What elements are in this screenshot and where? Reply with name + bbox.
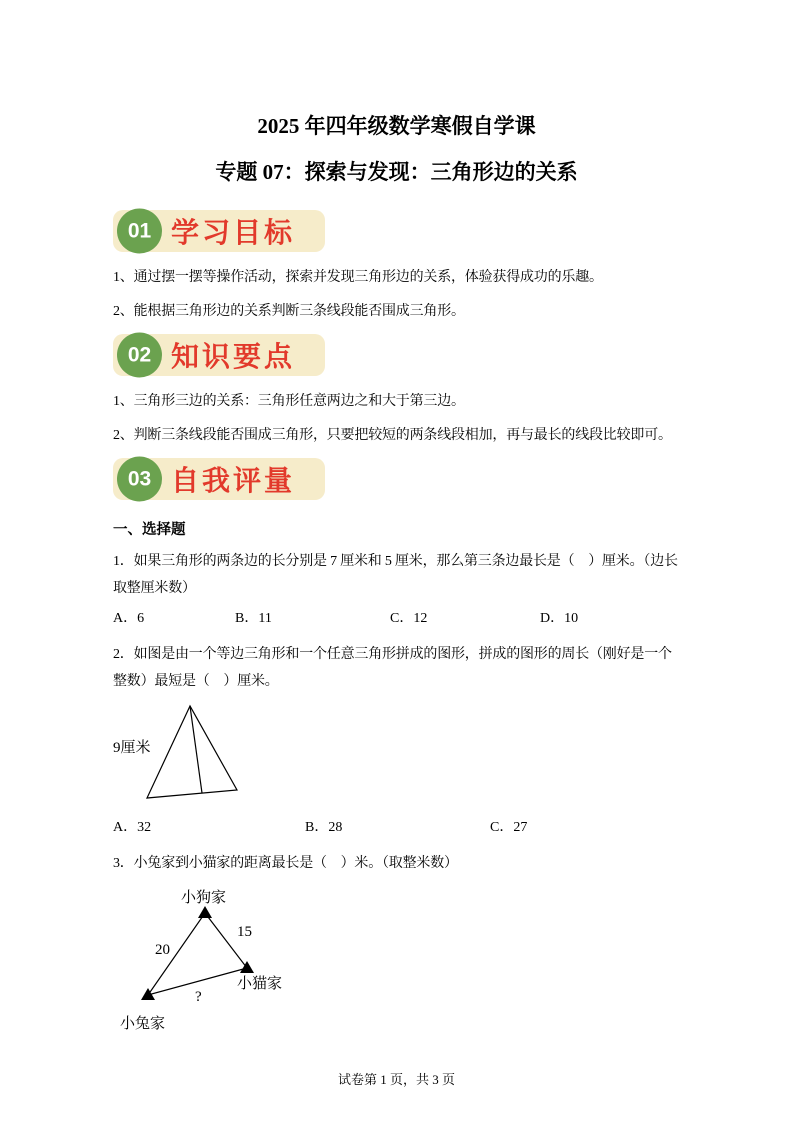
- section-badge-self-assessment: [113, 458, 325, 500]
- q2-side-length-label: 9厘米: [113, 740, 151, 756]
- question-3-text: 3．小兔家到小猫家的距离最长是（ ）米。（取整米数）: [113, 856, 458, 871]
- section-number-icon: 02: [117, 333, 162, 378]
- learning-goal-item: 1、通过摆一摆等操作活动，探索并发现三角形边的关系，体验获得成功的乐趣。: [113, 270, 603, 285]
- section-number-icon: 03: [117, 457, 162, 502]
- section-badge-knowledge-points: [113, 334, 325, 376]
- section-label: 知识要点: [171, 341, 296, 372]
- q3-houses-figure: [115, 882, 365, 1037]
- option-c: C．12: [390, 611, 428, 626]
- option-c: C．27: [490, 820, 528, 835]
- distance-dog-rabbit: 20: [155, 942, 170, 958]
- q2-inner-segment: [190, 706, 202, 793]
- option-b: B．28: [305, 820, 343, 835]
- distance-dog-cat: 15: [237, 924, 252, 940]
- option-a: A．6: [113, 611, 145, 626]
- rabbit-house-label: 小兔家: [120, 1016, 166, 1032]
- q2-triangle-figure: [113, 700, 303, 812]
- option-a: A．32: [113, 820, 152, 835]
- section-label: 学习目标: [171, 217, 296, 248]
- cat-house-label: 小猫家: [237, 976, 283, 992]
- cat-house-marker-icon: [240, 961, 254, 973]
- learning-goal-item: 2、能根据三角形边的关系判断三条线段能否围成三角形。: [113, 304, 465, 319]
- question-1-text: 1．如果三角形的两条边的长分别是 7 厘米和 5 厘米，那么第三条边最长是（ ）厘米。（边长取整厘米数）: [113, 554, 678, 596]
- section-number-icon: 01: [117, 209, 162, 254]
- dog-house-label: 小狗家: [181, 890, 227, 906]
- distance-rabbit-cat: ?: [195, 989, 202, 1005]
- question-1-options: [113, 607, 680, 627]
- section-badge-learning-goals: [113, 210, 325, 252]
- option-b: B．11: [235, 611, 272, 626]
- dog-house-marker-icon: [198, 906, 212, 918]
- knowledge-point-item: 2、判断三条线段能否围成三角形，只要把较短的两条线段相加，再与最长的线段比较即可。: [113, 428, 672, 443]
- page-footer: 试卷第 1 页，共 3 页: [337, 1072, 455, 1087]
- page-subtitle: 专题 07：探索与发现：三角形边的关系: [215, 160, 578, 184]
- section-label: 自我评量: [171, 465, 296, 496]
- quiz-section-heading: 一、选择题: [113, 522, 186, 538]
- option-d: D．10: [540, 611, 579, 626]
- question-2-text: 2．如图是由一个等边三角形和一个任意三角形拼成的图形，拼成的图形的周长（刚好是一个整数）最短是（ ）厘米。: [113, 647, 672, 689]
- question-2-options: [113, 816, 680, 836]
- page-title: 2025 年四年级数学寒假自学课: [257, 114, 536, 138]
- knowledge-point-item: 1、三角形三边的关系：三角形任意两边之和大于第三边。: [113, 394, 465, 409]
